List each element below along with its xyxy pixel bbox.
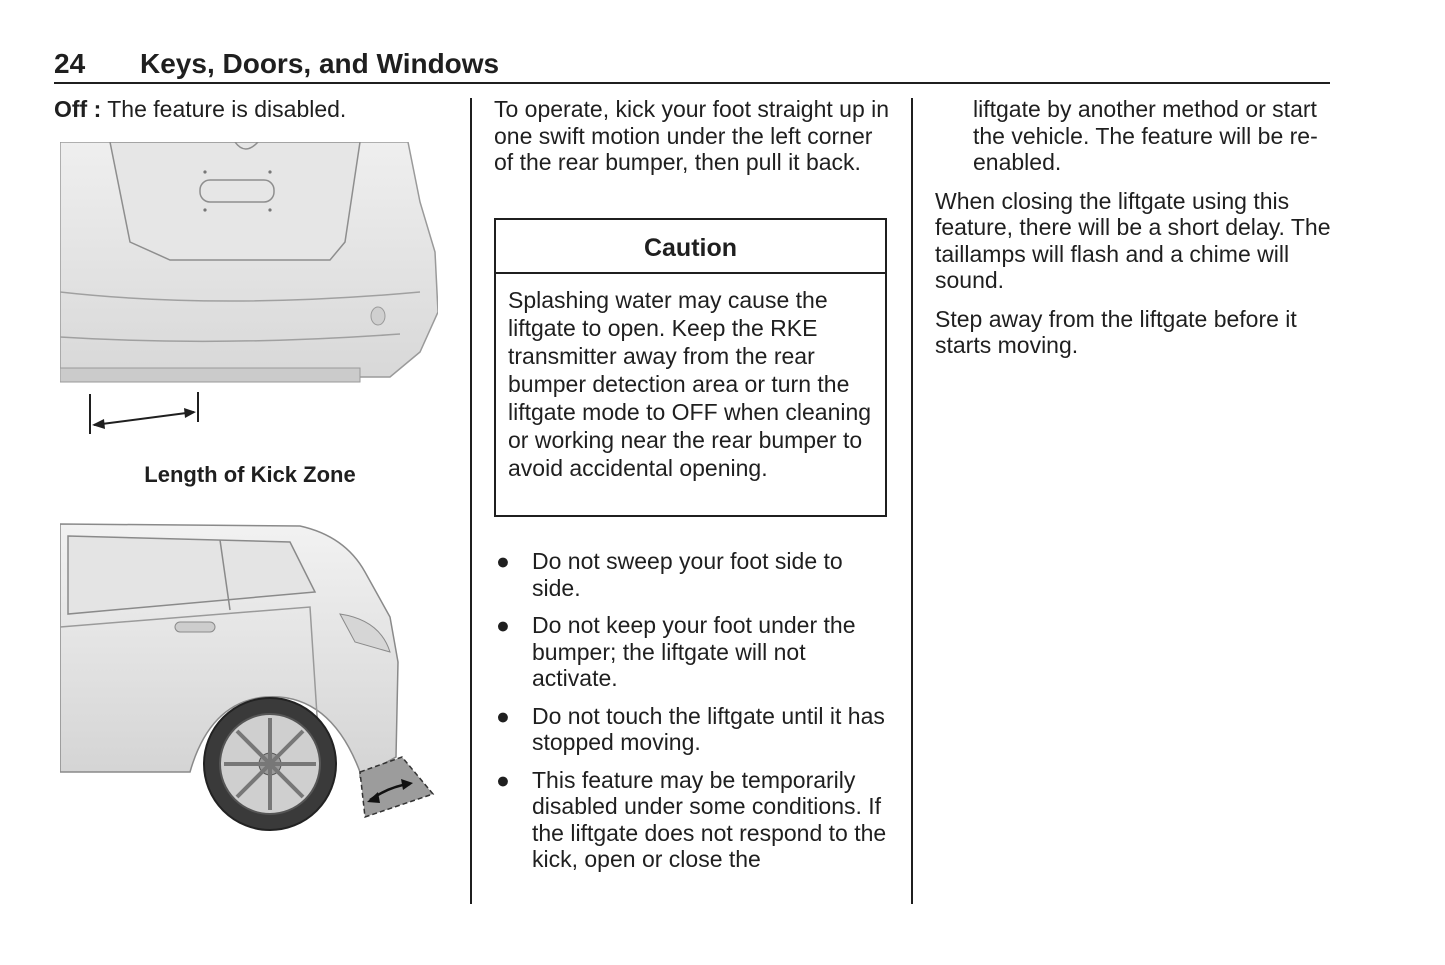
- column-2: [494, 96, 894, 176]
- operation-instructions: To operate, kick your foot straight up in one swift motion under the left corner of the rear bumper, then pull it back.: [494, 96, 890, 175]
- list-item: [494, 548, 894, 601]
- figure-caption: Length of Kick Zone: [144, 462, 356, 487]
- rear-bumper-kick-zone-illustration: [60, 142, 438, 438]
- page-number: 24: [54, 48, 86, 79]
- caution-title: Caution: [496, 220, 885, 274]
- list-item: [494, 703, 894, 756]
- section-title: Keys, Doors, and Windows: [140, 48, 500, 79]
- column-divider-1: [470, 98, 472, 904]
- bullet-icon: ●: [496, 548, 510, 574]
- off-label: Off :: [54, 96, 102, 122]
- page-header: [54, 46, 1330, 84]
- list-item: [494, 767, 894, 873]
- vehicle-side-rear-illustration: [60, 522, 440, 832]
- column-divider-2: [911, 98, 913, 904]
- off-text: The feature is disabled.: [101, 96, 347, 122]
- bullet-text: Do not sweep your foot side to side.: [532, 548, 843, 601]
- bullet-icon: ●: [496, 702, 510, 729]
- column-1: [54, 96, 454, 123]
- bullet-continuation: liftgate by another method or start the vehicle. The feature will be re-enabled.: [973, 96, 1318, 175]
- caution-box: [494, 218, 887, 517]
- bullet-icon: ●: [496, 612, 510, 638]
- bullet-text: This feature may be temporarily disabled under some conditions. If the liftgate does not respond to the kick, open or close the: [532, 766, 887, 872]
- caution-body: Splashing water may cause the liftgate to open. Keep the RKE transmitter away from the rear bumper detection area or turn the liftgate mode to OFF when cleaning or working near the rear bumper to avoid accidental opening.: [508, 287, 872, 481]
- bullet-text: Do not keep your foot under the bumper; the liftgate will not activate.: [532, 612, 856, 691]
- bullet-icon: ●: [496, 766, 510, 793]
- closing-delay-paragraph: When closing the liftgate using this feature, there will be a short delay. The taillamps will flash and a chime will sound.: [935, 187, 1331, 293]
- bullet-text: Do not touch the liftgate until it has stopped moving.: [532, 702, 885, 755]
- off-definition: [54, 96, 454, 123]
- column-3: [935, 96, 1335, 371]
- bullet-list: [494, 548, 894, 884]
- step-away-paragraph: Step away from the liftgate before it starts moving.: [935, 305, 1297, 358]
- list-item: [494, 612, 894, 692]
